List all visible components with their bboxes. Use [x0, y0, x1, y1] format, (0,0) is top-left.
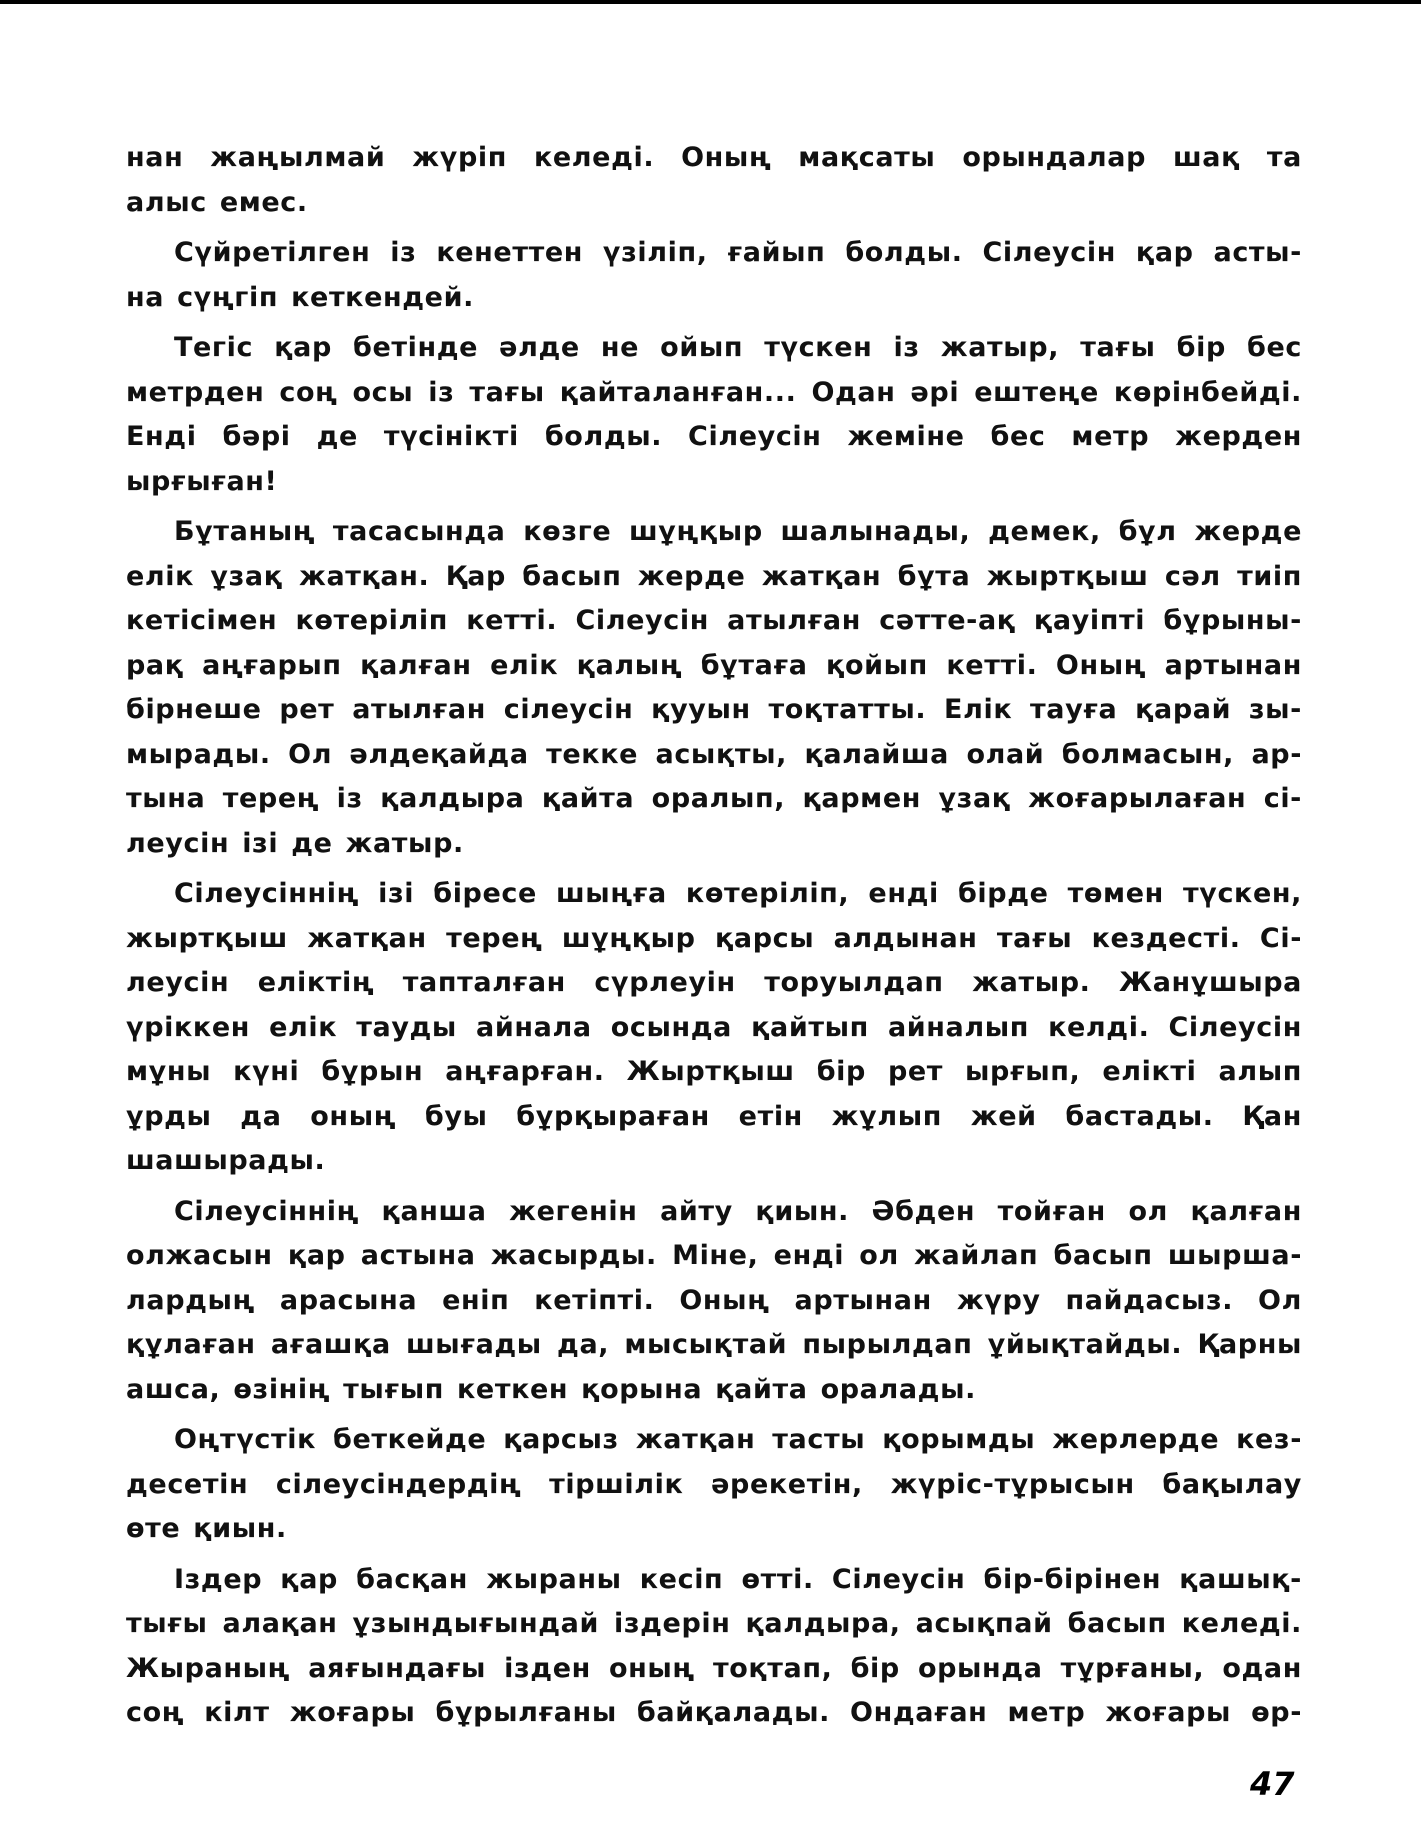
text-line: Іздер қар басқан жыраны кесіп өтті. Сілеусін бір-бірінен қашық-	[174, 1563, 1302, 1595]
text-line: леусін ізі де жатыр.	[126, 827, 464, 859]
paragraph	[126, 136, 1302, 225]
text-line: Бұтаның тасасында көзге шұңқыр шалынады, демек, бұл жерде	[174, 516, 1302, 547]
paragraph	[126, 510, 1302, 866]
paragraph	[126, 1190, 1302, 1413]
text-line: Жыраның аяғындағы ізден оның тоқтап, бір орында тұрғаны, одан	[126, 1652, 1302, 1684]
text-line: кетісімен көтеріліп кетті. Сілеусін атылған сәтте-ақ қауіпті бұрыны-	[126, 605, 1302, 636]
text-line: Сілеусіннің қанша жегенін айту қиын. Әбден тойған ол қалған	[174, 1195, 1302, 1227]
text-line: тына терең із қалдыра қайта оралып, қармен ұзақ жоғарылаған сі-	[126, 783, 1302, 814]
text-line: нан жаңылмай жүріп келеді. Оның мақсаты орындалар шақ та	[126, 142, 1302, 173]
text-line: Енді бәрі де түсінікті болды. Сілеусін жеміне бес метр жерден	[126, 421, 1302, 452]
text-line: алыс емес.	[126, 186, 308, 218]
text-line: тығы алақан ұзындығындай іздерін қалдыра, асықпай басып келеді.	[126, 1608, 1302, 1639]
text-line: лардың арасына еніп кетіпті. Оның артынан жүру пайдасыз. Ол	[126, 1284, 1302, 1316]
text-line: жыртқыш жатқан терең шұңқыр қарсы алдынан тағы кездесті. Сі-	[126, 922, 1302, 954]
text-line: ұрды да оның буы бұрқыраған етін жұлып жей бастады. Қан	[126, 1100, 1302, 1132]
text-line: құлаған ағашқа шығады да, мысықтай пырылдап ұйықтайды. Қарны	[126, 1329, 1302, 1360]
text-line: на сүңгіп кеткендей.	[126, 281, 474, 313]
text-line: өте қиын.	[126, 1513, 287, 1544]
page-number: 47	[1250, 1765, 1295, 1803]
scan-top-border	[0, 0, 1421, 4]
text-line: мырады. Ол әлдеқайда текке асықты, қалайша олай болмасын, ар-	[126, 738, 1302, 770]
paragraph	[126, 872, 1302, 1184]
text-line: леусін еліктің тапталған сүрлеуін торуылдап жатыр. Жанұшыра	[126, 967, 1302, 998]
text-line: ырғыған!	[126, 465, 278, 497]
text-line: Тегіс қар бетінде әлде не ойып түскен із жатыр, тағы бір бес	[174, 332, 1302, 363]
text-line: бірнеше рет атылған сілеусін қууын тоқтатты. Елік тауға қарай зы-	[126, 694, 1302, 725]
text-line: десетін сілеусіндердің тіршілік әрекетін, жүріс-тұрысын бақылау	[126, 1468, 1302, 1500]
paragraph	[126, 231, 1302, 320]
text-line: шашырады.	[126, 1145, 326, 1176]
text-line: елік ұзақ жатқан. Қар басып жерде жатқан бұта жыртқыш сәл тиіп	[126, 560, 1302, 592]
text-line: рақ аңғарып қалған елік қалың бұтаға қойып кетті. Оның артынан	[126, 649, 1302, 681]
text-line: мұны күні бұрын аңғарған. Жыртқыш бір рет ырғып, елікті алып	[126, 1056, 1302, 1087]
text-line: олжасын қар астына жасырды. Міне, енді ол жайлап басып шырша-	[126, 1240, 1302, 1271]
paragraph	[126, 1558, 1302, 1736]
text-line: үріккен елік тауды айнала осында қайтып айналып келді. Сілеусін	[126, 1011, 1302, 1043]
text-line: Сілеусіннің ізі біресе шыңға көтеріліп, енді бірде төмен түскен,	[174, 878, 1302, 909]
text-line: Сүйретілген із кенеттен үзіліп, ғайып болды. Сілеусін қар асты-	[174, 237, 1302, 268]
text-line: соң кілт жоғары бұрылғаны байқалады. Ондаған метр жоғары өр-	[126, 1697, 1302, 1728]
text-line: метрден соң осы із тағы қайталанған... Одан әрі ештеңе көрінбейді.	[126, 376, 1302, 408]
page-body	[126, 136, 1302, 1742]
text-line: ашса, өзінің тығып кеткен қорына қайта оралады.	[126, 1373, 976, 1405]
text-line: Оңтүстік беткейде қарсыз жатқан тасты қорымды жерлерде кез-	[174, 1424, 1302, 1455]
paragraph	[126, 326, 1302, 504]
paragraph	[126, 1418, 1302, 1552]
